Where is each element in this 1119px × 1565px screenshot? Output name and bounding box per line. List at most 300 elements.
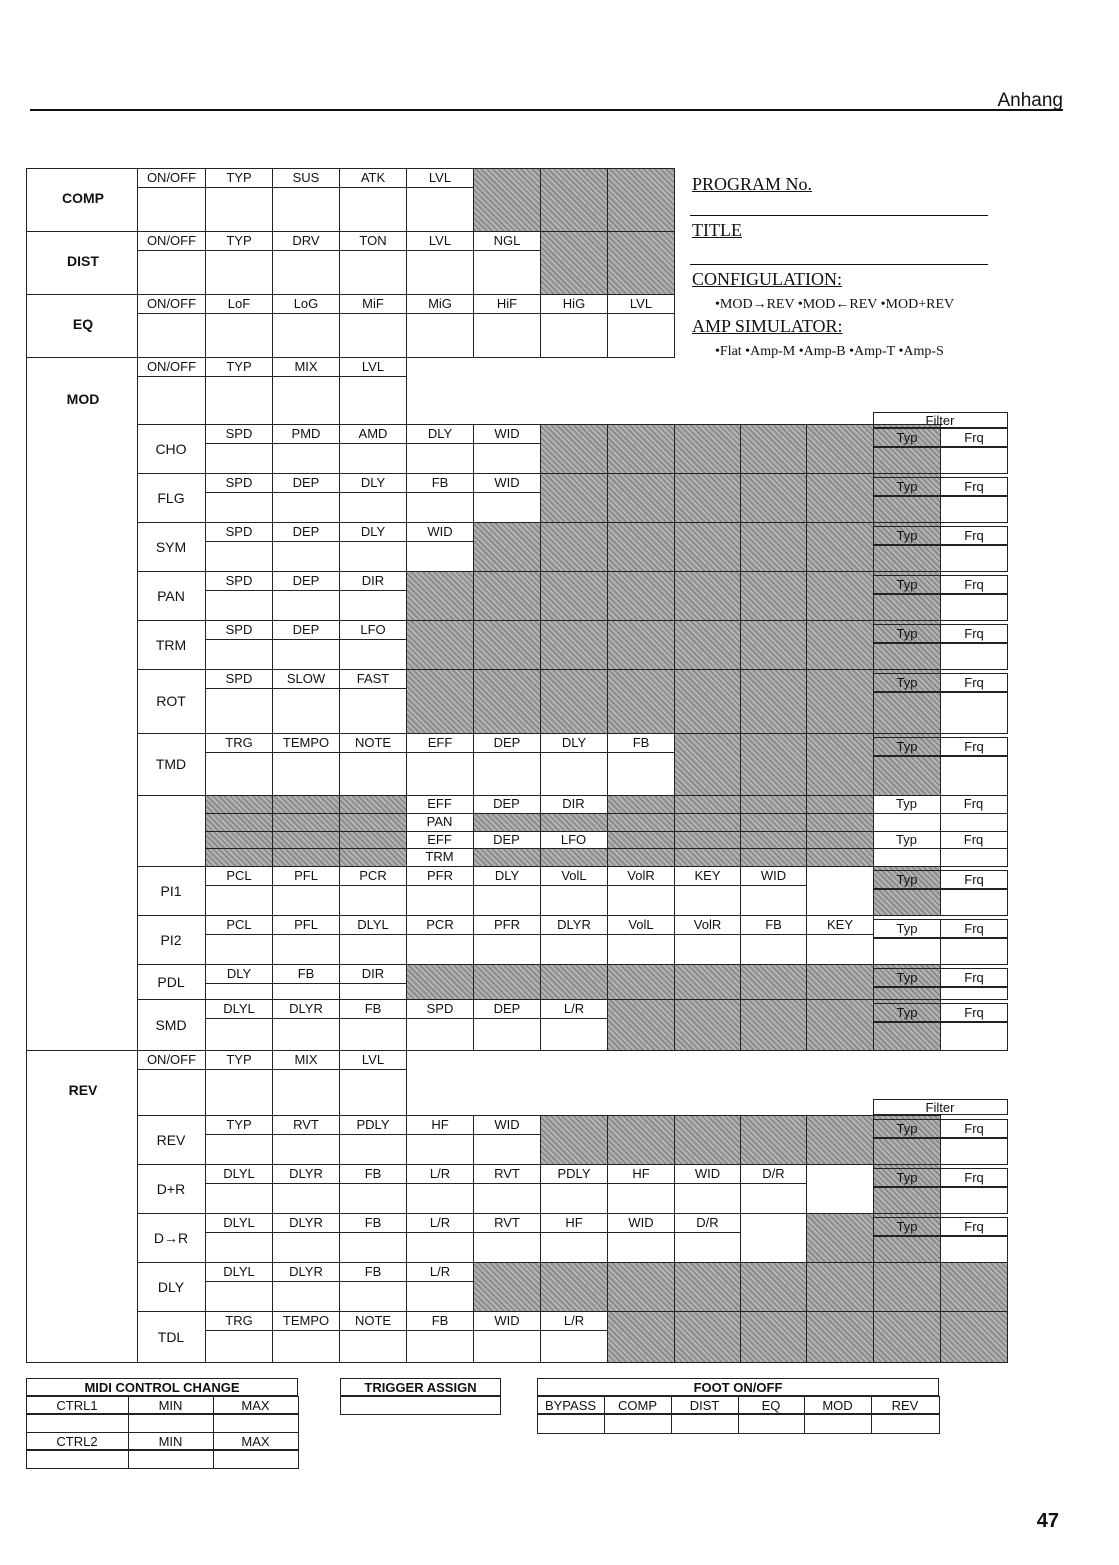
param-label: PFL — [294, 917, 318, 932]
shaded-cell — [272, 848, 340, 867]
param-value-field[interactable] — [205, 250, 273, 295]
param-value-field[interactable] — [406, 492, 474, 523]
param-value-field[interactable] — [272, 983, 340, 1000]
filter-value-field[interactable] — [940, 1187, 1008, 1214]
filter-value-field[interactable] — [873, 813, 941, 832]
param-value-field[interactable] — [205, 313, 273, 358]
param-label: VolL — [561, 868, 587, 883]
filter-value-field[interactable] — [940, 813, 1008, 832]
param-value-field[interactable] — [272, 1183, 340, 1214]
param-value-field[interactable] — [339, 752, 407, 796]
param-value-field[interactable] — [272, 1018, 340, 1051]
shaded-cell — [473, 669, 541, 734]
shaded-cell — [806, 733, 874, 796]
param-label: LVL — [361, 1052, 385, 1067]
param-value-field[interactable] — [406, 1281, 474, 1312]
filter-frq-label: Frq — [964, 1219, 984, 1234]
shaded-cell — [540, 522, 608, 572]
param-value-field[interactable] — [272, 752, 340, 796]
param-label: TRG — [225, 1313, 253, 1328]
param-label: WID — [427, 524, 453, 539]
shaded-cell — [607, 620, 675, 670]
filter-label: Typ — [896, 796, 917, 811]
shaded-cell — [607, 1115, 675, 1165]
param-value-field[interactable] — [406, 1232, 474, 1263]
param-value-field[interactable] — [272, 492, 340, 523]
param-value-field[interactable] — [272, 1330, 340, 1363]
shaded-cell — [940, 1311, 1008, 1363]
param-value-field[interactable] — [339, 1183, 407, 1214]
param-value-field[interactable] — [272, 885, 340, 916]
shaded-cell — [806, 473, 874, 523]
filter-value-field[interactable] — [873, 1187, 941, 1214]
param-value-field[interactable] — [205, 443, 273, 474]
param-value-field[interactable] — [272, 1069, 340, 1116]
param-label: FB — [431, 475, 449, 490]
filter-value-field[interactable] — [940, 692, 1008, 734]
midi-value-field[interactable] — [26, 1450, 129, 1469]
midi-value-field[interactable] — [213, 1450, 299, 1469]
midi-value-field[interactable] — [128, 1450, 214, 1469]
param-value-field[interactable] — [540, 1232, 608, 1263]
filter-value-field[interactable] — [940, 1022, 1008, 1051]
param-value-field[interactable] — [205, 187, 273, 232]
param-value-field[interactable] — [473, 885, 541, 916]
filter-value-field[interactable] — [873, 889, 941, 916]
shaded-cell — [806, 1262, 874, 1312]
filter-frq-label: Frq — [964, 739, 984, 754]
param-label: LVL — [428, 233, 452, 248]
filter-value-field[interactable] — [873, 938, 941, 965]
param-label: L/R — [563, 1313, 585, 1328]
shaded-cell — [607, 831, 675, 849]
param-value-field[interactable] — [205, 983, 273, 1000]
param-value-field[interactable] — [406, 1134, 474, 1165]
param-value-field[interactable] — [339, 250, 407, 295]
effect-label: TRM — [155, 636, 187, 653]
effect-label: TDL — [157, 1328, 185, 1345]
shaded-cell — [339, 795, 407, 814]
foot-value-field[interactable] — [604, 1414, 672, 1434]
param-value-field[interactable] — [540, 934, 608, 965]
param-value-field[interactable] — [406, 885, 474, 916]
filter-value-field[interactable] — [873, 594, 941, 621]
section-label: DIST — [67, 253, 99, 269]
param-value-field[interactable] — [272, 250, 340, 295]
param-label: FB — [364, 1001, 382, 1016]
shaded-cell — [272, 831, 340, 849]
shaded-cell — [205, 813, 273, 832]
param-label: TYP — [226, 1052, 252, 1067]
param-value-field[interactable] — [540, 313, 608, 358]
param-label: D/R — [696, 1215, 719, 1230]
filter-typ-label: Typ — [896, 872, 918, 887]
param-value-field[interactable] — [406, 313, 474, 358]
param-value-field[interactable] — [740, 885, 807, 916]
param-value-field[interactable] — [339, 492, 407, 523]
param-value-field[interactable] — [205, 541, 273, 572]
filter-value-field[interactable] — [940, 545, 1008, 572]
param-label: RVT — [293, 1117, 319, 1132]
foot-title: FOOT ON/OFF — [693, 1380, 783, 1395]
param-value-field[interactable] — [473, 1232, 541, 1263]
param-label: DLYR — [289, 1001, 323, 1016]
shaded-cell — [607, 964, 675, 1000]
param-value-field[interactable] — [137, 376, 206, 425]
shaded-cell — [806, 848, 874, 867]
param-value-field[interactable] — [339, 1281, 407, 1312]
param-label: DLYL — [223, 1215, 255, 1230]
effect-label: SYM — [155, 538, 187, 555]
filter-value-field[interactable] — [940, 447, 1008, 474]
effect-label: D+R — [156, 1180, 186, 1197]
param-value-field[interactable] — [205, 1183, 273, 1214]
param-value-field[interactable] — [339, 443, 407, 474]
param-label: SPD — [225, 573, 253, 588]
shaded-cell — [339, 848, 407, 867]
effect-label: REV — [156, 1131, 186, 1148]
param-value-field[interactable] — [205, 1134, 273, 1165]
configuration-label: CONFIGULATION: — [692, 269, 842, 289]
filter-typ-label: Typ — [896, 1170, 918, 1185]
param-label: KEY — [826, 917, 853, 932]
param-value-field[interactable] — [540, 885, 608, 916]
param-value-field[interactable] — [339, 187, 407, 232]
param-value-field[interactable] — [339, 983, 407, 1000]
param-label: WID — [494, 475, 520, 490]
param-value-field[interactable] — [406, 443, 474, 474]
configuration-options[interactable]: •MOD→REV •MOD←REV •MOD+REV — [715, 297, 955, 312]
param-value-field[interactable] — [674, 1183, 741, 1214]
section-label: REV — [68, 1082, 98, 1098]
shaded-cell — [674, 1115, 741, 1165]
param-value-field[interactable] — [473, 313, 541, 358]
program-number-field[interactable] — [690, 215, 988, 216]
filter-label: Frq — [963, 832, 984, 847]
filter-value-field[interactable] — [873, 447, 941, 474]
shaded-cell — [540, 1115, 608, 1165]
param-value-field[interactable] — [339, 1232, 407, 1263]
shaded-cell — [806, 1213, 874, 1263]
param-label: PFL — [294, 868, 318, 883]
filter-typ-label: Typ — [896, 675, 918, 690]
param-value-field[interactable] — [272, 541, 340, 572]
shaded-cell — [406, 669, 474, 734]
param-value-field[interactable] — [205, 376, 273, 425]
param-value-field[interactable] — [272, 1134, 340, 1165]
filter-value-field[interactable] — [940, 938, 1008, 965]
effect-label: ROT — [156, 693, 186, 709]
shaded-cell — [740, 831, 807, 849]
param-label: TEMPO — [282, 735, 330, 750]
filter-value-field[interactable] — [940, 1138, 1008, 1165]
param-value-field[interactable] — [272, 688, 340, 734]
param-value-field[interactable] — [205, 752, 273, 796]
param-value-field[interactable] — [540, 752, 608, 796]
param-value-field[interactable] — [339, 688, 407, 734]
shaded-cell — [406, 620, 474, 670]
shaded-cell — [272, 795, 340, 814]
param-value-field[interactable] — [607, 885, 675, 916]
param-label: PCL — [226, 917, 252, 932]
param-value-field[interactable] — [205, 1232, 273, 1263]
param-value-field[interactable] — [339, 590, 407, 621]
midi-value-field[interactable] — [26, 1414, 129, 1433]
section-label: MOD — [66, 391, 100, 407]
shaded-cell — [607, 473, 675, 523]
param-value-field[interactable] — [607, 934, 675, 965]
param-value-field[interactable] — [473, 1330, 541, 1363]
shaded-cell — [674, 620, 741, 670]
param-value-field[interactable] — [205, 934, 273, 965]
param-label: LoF — [227, 296, 251, 311]
shaded-cell — [473, 620, 541, 670]
filter-value-field[interactable] — [940, 889, 1008, 916]
param-value-field[interactable] — [540, 1183, 608, 1214]
param-value-field[interactable] — [205, 639, 273, 670]
param-value-field[interactable] — [272, 934, 340, 965]
amp-simulator-options[interactable]: •Flat •Amp-M •Amp-B •Amp-T •Amp-S — [715, 344, 944, 359]
param-value-field[interactable] — [137, 187, 206, 232]
shaded-cell — [607, 999, 675, 1051]
effect-label: TMD — [155, 756, 187, 772]
shaded-cell — [607, 168, 675, 232]
shaded-cell — [272, 813, 340, 832]
param-value-field[interactable] — [339, 1134, 407, 1165]
param-value-field[interactable] — [540, 1330, 608, 1363]
midi-value-field[interactable] — [213, 1414, 299, 1433]
param-value-field[interactable] — [540, 1018, 608, 1051]
param-label: DLYL — [223, 1001, 255, 1016]
param-label: MIX — [294, 359, 318, 374]
param-label: WID — [494, 426, 520, 441]
shaded-cell — [674, 813, 741, 832]
shaded-cell — [607, 571, 675, 621]
param-value-field[interactable] — [137, 313, 206, 358]
param-value-field[interactable] — [473, 1018, 541, 1051]
filter-value-field[interactable] — [873, 643, 941, 670]
filter-value-field[interactable] — [873, 1022, 941, 1051]
shaded-cell — [540, 571, 608, 621]
shaded-cell — [740, 733, 807, 796]
param-label: WID — [628, 1215, 654, 1230]
param-label: DLYR — [289, 1166, 323, 1181]
param-label: SPD — [225, 426, 253, 441]
foot-label: DIST — [689, 1398, 720, 1413]
param-value-field[interactable] — [339, 885, 407, 916]
filter-value-field[interactable] — [940, 594, 1008, 621]
param-value-field[interactable] — [205, 1281, 273, 1312]
param-value-field[interactable] — [473, 1134, 541, 1165]
param-value-field[interactable] — [339, 1018, 407, 1051]
param-value-field[interactable] — [339, 313, 407, 358]
filter-value-field[interactable] — [940, 643, 1008, 670]
param-value-field[interactable] — [137, 1069, 206, 1116]
param-value-field[interactable] — [473, 1183, 541, 1214]
param-label: DLYR — [289, 1264, 323, 1279]
param-value-field[interactable] — [473, 492, 541, 523]
param-value-field[interactable] — [339, 1069, 407, 1116]
param-value-field[interactable] — [473, 443, 541, 474]
param-label: DIR — [361, 573, 385, 588]
param-value-field[interactable] — [406, 250, 474, 295]
param-value-field[interactable] — [339, 1330, 407, 1363]
shaded-cell — [674, 1262, 741, 1312]
shaded-cell — [674, 522, 741, 572]
param-value-field[interactable] — [205, 688, 273, 734]
param-label: RVT — [494, 1215, 520, 1230]
filter-value-field[interactable] — [873, 692, 941, 734]
filter-frq-label: Frq — [964, 479, 984, 494]
tmd-param-label: TRM — [425, 849, 454, 864]
title-label: TITLE — [692, 220, 742, 240]
shaded-cell — [473, 522, 541, 572]
param-value-field[interactable] — [607, 1183, 675, 1214]
param-value-field[interactable] — [205, 1069, 273, 1116]
param-value-field[interactable] — [205, 492, 273, 523]
param-value-field[interactable] — [272, 313, 340, 358]
param-value-field[interactable] — [740, 1183, 807, 1214]
param-value-field[interactable] — [339, 376, 407, 425]
filter-typ-label: Typ — [896, 1005, 918, 1020]
foot-label: MOD — [822, 1398, 853, 1413]
midi-value-field[interactable] — [128, 1414, 214, 1433]
param-value-field[interactable] — [406, 1183, 474, 1214]
param-label: D/R — [762, 1166, 785, 1181]
param-value-field[interactable] — [406, 187, 474, 232]
param-value-field[interactable] — [607, 752, 675, 796]
param-value-field[interactable] — [272, 443, 340, 474]
filter-value-field[interactable] — [940, 987, 1008, 1000]
param-value-field[interactable] — [137, 250, 206, 295]
shaded-cell — [540, 231, 608, 295]
param-label: DLYL — [223, 1264, 255, 1279]
shaded-cell — [674, 733, 741, 796]
param-label: SPD — [225, 524, 253, 539]
param-value-field[interactable] — [473, 752, 541, 796]
param-label: SUS — [292, 170, 320, 185]
effect-label: SMD — [155, 1016, 187, 1033]
filter-value-field[interactable] — [873, 756, 941, 796]
param-value-field[interactable] — [406, 752, 474, 796]
filter-value-field[interactable] — [873, 496, 941, 523]
param-value-field[interactable] — [674, 885, 741, 916]
foot-value-field[interactable] — [804, 1414, 872, 1434]
midi-label: MIN — [158, 1398, 183, 1413]
param-value-field[interactable] — [607, 1232, 675, 1263]
param-label: PDLY — [557, 1166, 591, 1181]
filter-value-field[interactable] — [873, 1236, 941, 1263]
filter-typ-label: Typ — [896, 921, 918, 936]
shaded-cell — [607, 795, 675, 814]
shaded-cell — [806, 795, 874, 814]
param-value-field[interactable] — [607, 313, 675, 358]
param-label: ON/OFF — [146, 1052, 197, 1067]
shaded-cell — [540, 620, 608, 670]
shaded-cell — [540, 424, 608, 474]
shaded-cell — [473, 168, 541, 232]
param-value-field[interactable] — [272, 590, 340, 621]
midi-label: MAX — [241, 1398, 270, 1413]
filter-value-field[interactable] — [873, 545, 941, 572]
param-label: WID — [760, 868, 787, 883]
shaded-cell — [674, 669, 741, 734]
foot-label: REV — [891, 1398, 919, 1413]
tmd-param-label: LFO — [560, 832, 587, 847]
param-value-field[interactable] — [406, 541, 474, 572]
param-value-field[interactable] — [272, 1232, 340, 1263]
midi-label: MIN — [158, 1434, 183, 1449]
param-value-field[interactable] — [205, 1330, 273, 1363]
param-value-field[interactable] — [272, 376, 340, 425]
shaded-cell — [806, 1311, 874, 1363]
foot-value-field[interactable] — [871, 1414, 940, 1434]
filter-value-field[interactable] — [873, 848, 941, 867]
param-value-field[interactable] — [674, 1232, 741, 1263]
param-value-field[interactable] — [473, 250, 541, 295]
param-value-field[interactable] — [740, 934, 807, 965]
param-value-field[interactable] — [339, 934, 407, 965]
param-label: ON/OFF — [146, 170, 197, 185]
param-label: SPD — [426, 1001, 454, 1016]
param-label: PCL — [226, 868, 252, 883]
shaded-cell — [473, 964, 541, 1000]
param-value-field[interactable] — [272, 1281, 340, 1312]
filter-value-field[interactable] — [873, 1138, 941, 1165]
filter-value-field[interactable] — [940, 756, 1008, 796]
title-field[interactable] — [690, 264, 988, 265]
midi-label: CTRL2 — [56, 1434, 98, 1449]
param-label: MIX — [294, 1052, 318, 1067]
param-value-field[interactable] — [205, 1018, 273, 1051]
param-value-field[interactable] — [406, 1018, 474, 1051]
param-value-field[interactable] — [473, 934, 541, 965]
amp-simulator-label: AMP SIMULATOR: — [692, 316, 843, 336]
foot-value-field[interactable] — [738, 1414, 805, 1434]
foot-value-field[interactable] — [537, 1414, 605, 1434]
param-label: FB — [364, 1215, 382, 1230]
filter-value-field[interactable] — [940, 848, 1008, 867]
param-label: FB — [431, 1313, 449, 1328]
param-value-field[interactable] — [272, 639, 340, 670]
param-label: FB — [364, 1166, 382, 1181]
shaded-cell — [607, 848, 675, 867]
param-label: LFO — [360, 622, 386, 637]
param-label: DLYL — [357, 917, 389, 932]
shaded-cell — [674, 795, 741, 814]
param-value-field[interactable] — [806, 934, 874, 965]
shaded-cell — [540, 473, 608, 523]
param-value-field[interactable] — [674, 934, 741, 965]
param-value-field[interactable] — [205, 590, 273, 621]
param-value-field[interactable] — [339, 541, 407, 572]
filter-value-field[interactable] — [940, 1236, 1008, 1263]
trigger-value-field[interactable] — [340, 1396, 501, 1415]
filter-value-field[interactable] — [940, 496, 1008, 523]
param-value-field[interactable] — [272, 187, 340, 232]
param-value-field[interactable] — [406, 1330, 474, 1363]
param-value-field[interactable] — [406, 934, 474, 965]
effect-label: FLG — [157, 489, 185, 506]
shaded-cell — [607, 1262, 675, 1312]
param-label: WID — [694, 1166, 721, 1181]
shaded-cell — [740, 1311, 807, 1363]
foot-value-field[interactable] — [671, 1414, 739, 1434]
shaded-cell — [806, 1115, 874, 1165]
param-value-field[interactable] — [205, 885, 273, 916]
effect-label: PI2 — [160, 931, 182, 948]
param-value-field[interactable] — [339, 639, 407, 670]
